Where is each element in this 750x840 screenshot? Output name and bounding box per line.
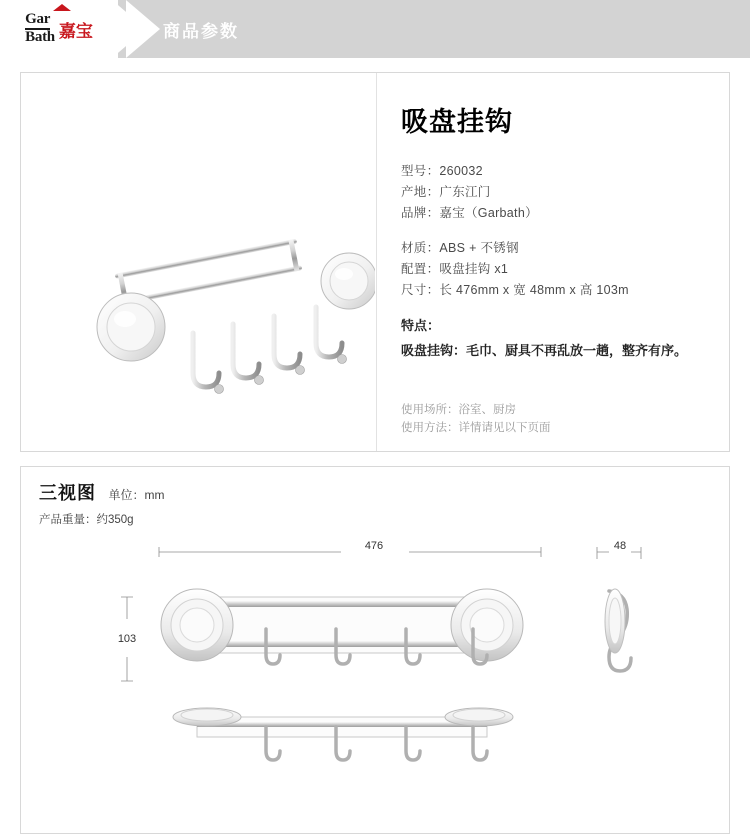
dim-height-label: 103 [117,633,137,645]
spec-value: ABS + 不锈钢 [439,241,519,255]
side-view [605,589,631,671]
spec-row [401,280,711,301]
logo-chinese: 嘉宝 [58,21,93,42]
three-view-unit: 单位：mm [108,488,165,502]
spec-group-detail [401,238,711,301]
product-name: 吸盘挂钩 [401,107,513,137]
three-view-panel [20,466,730,834]
logo-line-1: Gar [25,12,50,30]
spec-label: 品牌： [401,206,440,220]
feature-text: 吸盘挂钩：毛巾、厨具不再乱放一趟，整齐有序。 [401,343,688,358]
spec-value: 吸盘挂钩 x1 [439,262,509,276]
spec-row [401,259,711,280]
usage-block [401,401,711,437]
usage-value: 详情请见以下页面 [458,422,551,434]
page-header [0,0,750,58]
product-info [377,73,729,451]
three-view-title: 三视图 [39,483,96,503]
house-roof-icon [53,4,71,11]
spec-label: 材质： [401,241,440,255]
usage-label: 使用场所： [401,404,459,416]
usage-value: 浴室、厨房 [458,404,516,416]
spec-row [401,182,711,203]
logo-line-2: Bath [25,29,55,45]
dim-width-label: 48 [613,540,627,552]
spec-label: 尺寸： [401,283,440,297]
spec-label: 配置： [401,262,440,276]
feature-title: 特点： [401,318,441,333]
three-view-header [39,479,164,527]
usage-row [401,419,711,437]
spec-value: 260032 [439,164,483,178]
spec-label: 型号： [401,164,440,178]
product-weight: 产品重量：约350g [39,514,134,526]
spec-label: 产地： [401,185,440,199]
spec-value: 长 476mm x 宽 48mm x 高 103m [439,283,629,297]
spec-value: 嘉宝（Garbath） [439,206,538,220]
header-banner [118,0,750,58]
three-view-drawing [21,529,727,829]
spec-value: 广东江门 [439,185,491,199]
top-view [173,708,513,760]
usage-row [401,401,711,419]
header-title: 商品参数 [163,21,239,41]
spec-row [401,161,711,182]
product-photo [21,73,377,451]
brand-logo [0,0,118,58]
product-panel [20,72,730,452]
logo-mark [25,12,93,46]
dim-length-label: 476 [364,540,384,552]
spec-row [401,238,711,259]
spec-row [401,203,711,224]
front-view [161,589,523,664]
spec-group-basic [401,161,711,224]
usage-label: 使用方法： [401,422,459,434]
product-photo-illustration [21,73,375,451]
logo-english [25,12,55,46]
